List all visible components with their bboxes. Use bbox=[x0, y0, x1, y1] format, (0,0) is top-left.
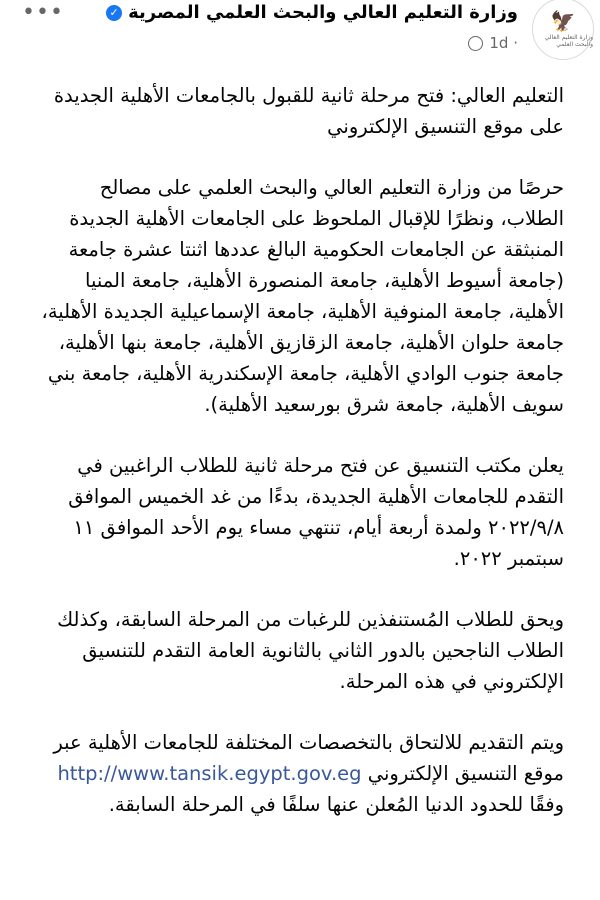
paragraph-2: يعلن مكتب التنسيق عن فتح مرحلة ثانية للطلاب الراغبين في التقدم للجامعات الأهلية الجديدة، بدءًا من غد الخميس الموافق ٢٠٢٢/٩/٨ ولمدة أربعة أيام، تنتهي مساء يوم الأحد الموافق ١١ سبتمبر ٢٠٢٢. bbox=[68, 454, 564, 570]
paragraph-3: ويحق للطلاب المُستنفذين للرغبات من المرحلة السابقة، وكذلك الطلاب الناجحين بالدور الثاني بالثانوية العامة التقدم للتنسيق الإلكتروني في هذه المرحلة. bbox=[57, 608, 564, 693]
page-name-text[interactable]: وزارة التعليم العالي والبحث العلمي المصرية bbox=[128, 2, 518, 23]
more-options-button[interactable]: ••• bbox=[22, 0, 64, 25]
paragraph-4-end: وفقًا للحدود الدنيا المُعلن عنها سلفًا في المرحلة السابقة. bbox=[108, 793, 564, 816]
avatar[interactable] bbox=[532, 0, 594, 60]
page-name[interactable] bbox=[106, 2, 518, 23]
tansik-link[interactable]: http://www.tansik.egypt.gov.eg bbox=[57, 762, 362, 785]
post-body bbox=[34, 80, 564, 820]
post-timestamp[interactable]: 1d · bbox=[489, 34, 518, 52]
headline-paragraph: التعليم العالي: فتح مرحلة ثانية للقبول بالجامعات الأهلية الجديدة على موقع التنسيق الإلكتروني bbox=[53, 84, 564, 138]
globe-icon bbox=[468, 36, 483, 51]
post-meta bbox=[468, 34, 518, 52]
avatar-caption: وزارة التعليم العالي والبحث العلمي bbox=[544, 33, 593, 48]
post-header bbox=[0, 0, 600, 66]
eagle-emblem-icon: 🦅 bbox=[550, 8, 576, 33]
paragraph-4-start: ويتم التقديم للالتحاق بالتخصصات المختلفة للجامعات الأهلية عبر موقع التنسيق الإلكتروني bbox=[53, 731, 564, 785]
paragraph-4 bbox=[34, 727, 564, 820]
verified-badge-icon: ✓ bbox=[106, 5, 122, 21]
paragraph-1: حرصًا من وزارة التعليم العالي والبحث العلمي على مصالح الطلاب، ونظرًا للإقبال الملحوظ على الجامعات الأهلية الجديدة المنبثقة عن الجامعات الحكومية البالغ عددها اثنتا عشرة جامعة (جامعة أسيوط الأهلية، جامعة المنصورة الأهلية، جامعة المنيا الأهلية، جامعة المنوفية الأهلية، جامعة الإسماعيلية الجديدة الأهلية، جامعة حلوان الأهلية، جامعة الزقازيق الأهلية، جامعة بنها الأهلية، جامعة جنوب الوادي الأهلية، جامعة الإسكندرية الأهلية، جامعة بني سويف الأهلية، جامعة شرق بورسعيد الأهلية). bbox=[41, 176, 564, 416]
